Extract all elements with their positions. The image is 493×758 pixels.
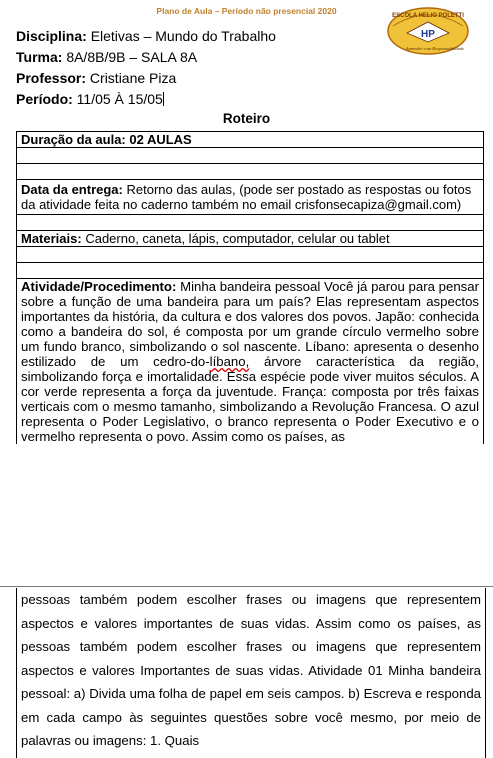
logo-top-text: ESCOLA HELIO POLETTI	[392, 13, 464, 19]
empty-row	[17, 164, 484, 180]
school-logo	[385, 6, 471, 56]
empty-row	[17, 263, 484, 279]
professor-line	[16, 70, 176, 86]
logo-motto: Aprender com Responsabilidade	[405, 46, 465, 51]
page-break	[0, 586, 493, 587]
atividade-cell	[17, 279, 484, 445]
entrega-label: Data da entrega:	[21, 182, 123, 197]
periodo-label: Período:	[16, 91, 73, 107]
professor-value: Cristiane Piza	[89, 70, 177, 86]
disciplina-value: Eletivas – Mundo do Trabalho	[90, 28, 276, 44]
professor-label: Professor:	[16, 70, 87, 86]
turma-line	[16, 49, 197, 65]
turma-label: Turma:	[16, 49, 63, 65]
entrega-text: Retorno das aulas, (pode ser postado as respostas ou fotos da atividade feita no caderno também no email crisfonsecapiza@gmail.com)	[21, 182, 472, 212]
turma-value: 8A/8B/9B – SALA 8A	[66, 49, 198, 65]
text-cursor	[163, 92, 164, 106]
atividade-text-b: líbano,	[209, 354, 250, 369]
roteiro-heading: Roteiro	[222, 111, 271, 126]
empty-row	[17, 215, 484, 231]
periodo-line	[16, 91, 164, 107]
atividade-text-a: Minha bandeira pessoal Você já parou para pensar sobre a função de uma bandeira para um país? Elas representam aspectos importantes da história, da cultura e dos valores dos povos. Japão: conhecida como a bandeira do sol, é composta por um grande círculo vermelho sobre um fundo branco, simbolizando o sol nascente. Líbano: apresenta o desenho estilizado de um cedro-do-	[21, 279, 480, 369]
atividade-label: Atividade/Procedimento:	[21, 279, 177, 294]
materiais-label: Materiais:	[21, 231, 82, 246]
logo-initials: HP	[421, 29, 435, 40]
materiais-text: Caderno, caneta, lápis, computador, celular ou tablet	[85, 231, 390, 246]
empty-row	[17, 148, 484, 164]
empty-row	[17, 247, 484, 263]
page-header-title: Plano de Aula – Período não presencial 2020	[156, 6, 337, 16]
disciplina-label: Disciplina:	[16, 28, 87, 44]
continuation-text: pessoas também podem escolher frases ou imagens que representem aspectos e valores importantes de suas vidas. Assim como os países, as pessoas também podem escolher frases ou imagens que representem aspectos e valores Importantes de suas vidas. Atividade 01 Minha bandeira pessoal: a) Divida uma folha de papel em seis campos. b) Escreva e responda em cada campo às seguintes questões sobre você mesmo, por meio de palavras ou imagens: 1. Quais	[21, 592, 481, 748]
periodo-value: 11/05 À 15/05	[76, 91, 163, 107]
entrega-cell	[17, 180, 484, 215]
atividade-text-c: árvore característica da região, simbolizando força e imortalidade. Essa espécie pode viver muitos séculos. A cor verde representa a força da juventude. França: composta por três faixas verticais com o mesmo tamanho, simbolizando a Revolução Francesa. O azul representa o Poder Legislativo, o branco representa o Poder Executivo e o vermelho representa o povo. Assim como os países, as	[21, 354, 480, 444]
disciplina-line	[16, 28, 276, 44]
duracao-cell: Duração da aula: 02 AULAS	[17, 132, 484, 148]
materiais-cell	[17, 231, 484, 247]
continuation-cell	[16, 588, 486, 758]
plan-table	[16, 131, 484, 444]
